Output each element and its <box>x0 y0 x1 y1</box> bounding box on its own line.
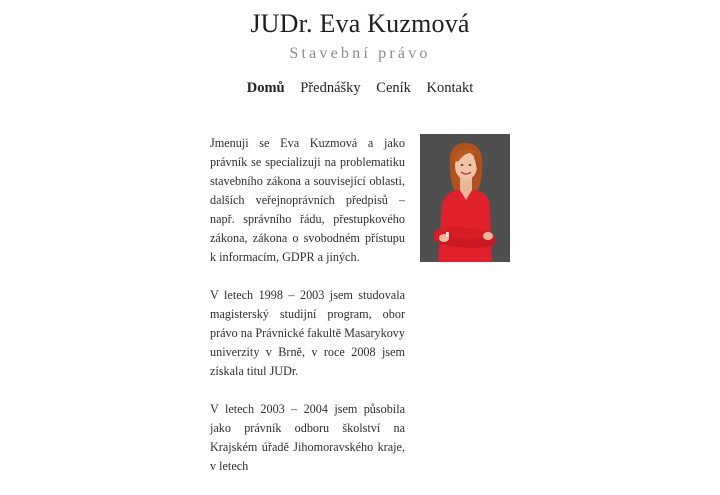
nav-item-lectures[interactable]: Přednášky <box>300 80 361 96</box>
site-tagline: Stavební právo <box>289 45 431 62</box>
paragraph-education: V letech 1998 – 2003 jsem studovala magisterský studijní program, obor právo na Právnické fakultě Masarykovy univerzity v Brně, v roce 2008 jsem získala titul JUDr. <box>210 288 405 378</box>
main-nav <box>0 80 720 97</box>
paragraph-career: V letech 2003 – 2004 jsem působila jako právník odboru školství na Krajském úřadě Jihomoravského kraje, v letech <box>210 402 405 473</box>
nav-item-contact[interactable]: Kontakt <box>426 80 474 96</box>
nav-item-home[interactable]: Domů <box>246 80 285 96</box>
portrait-illustration <box>420 134 510 262</box>
site-header <box>0 8 720 64</box>
profile-photo <box>420 134 510 262</box>
main-content <box>210 134 510 495</box>
site-title[interactable]: JUDr. Eva Kuzmová <box>250 9 470 38</box>
intro-text <box>210 134 405 495</box>
nav-item-pricing[interactable]: Ceník <box>376 80 411 96</box>
paragraph-intro: Jmenuji se Eva Kuzmová a jako právník se specializuji na problematiku stavebního zákona a související oblasti, dalších veřejnoprávních předpisů – např. správního řádu, přestupkového zákona, zákona o svobodném přístupu k informacím, GDPR a jiných. <box>210 136 405 264</box>
